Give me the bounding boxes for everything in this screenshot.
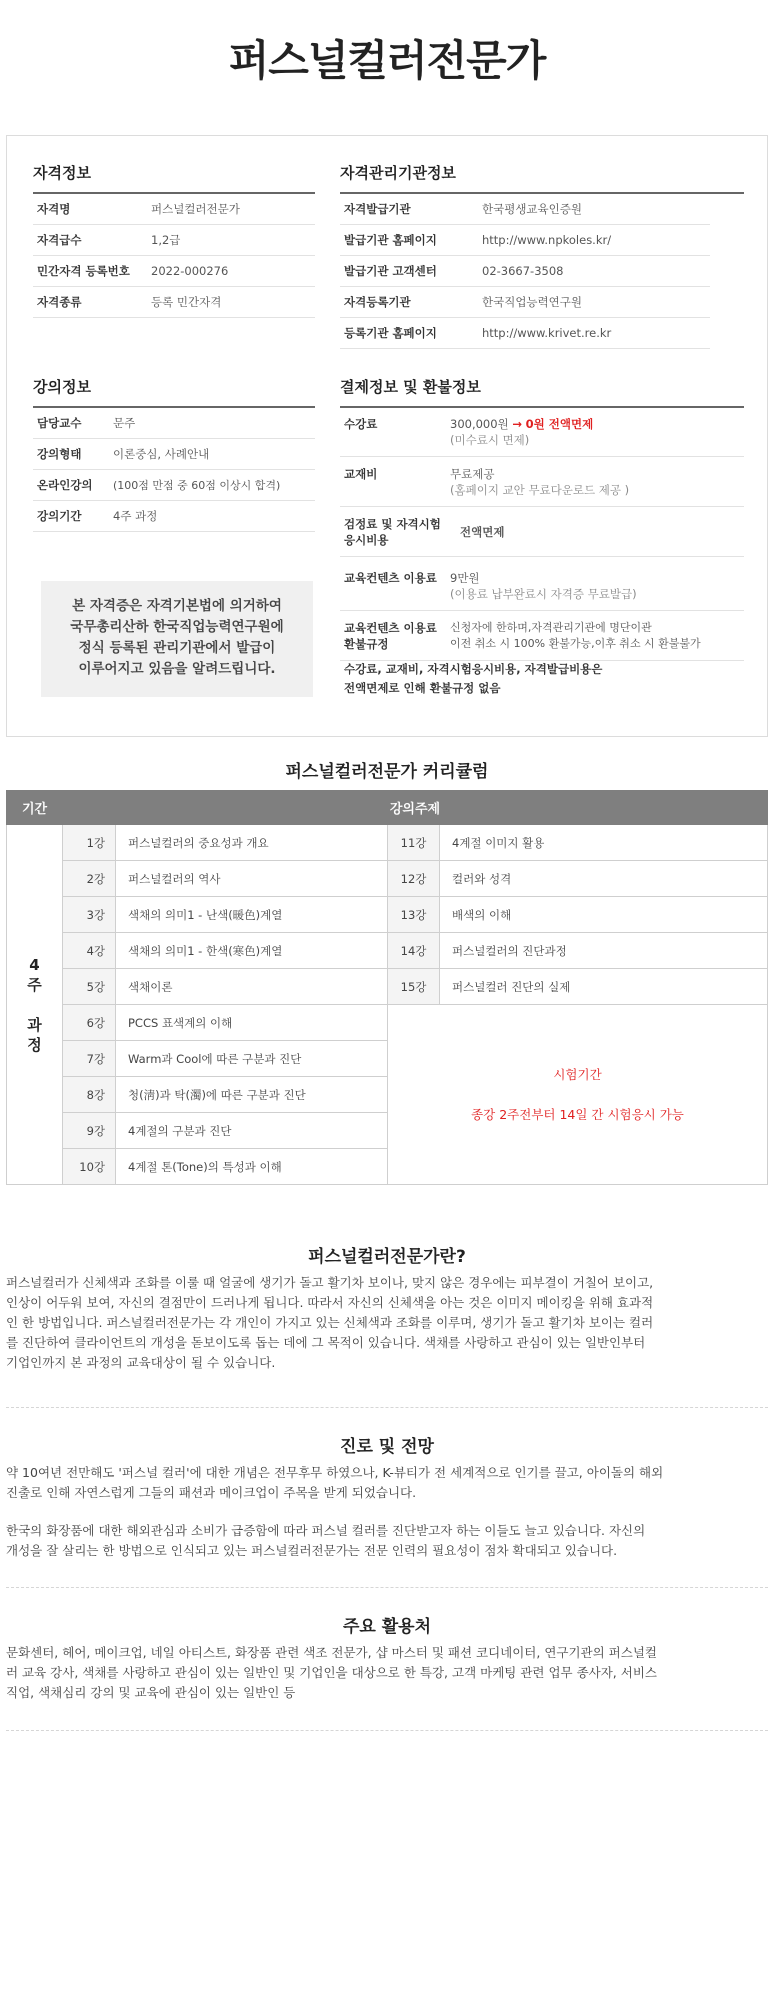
row-label: 강의기간: [37, 509, 82, 523]
row-value: 4주 과정: [113, 509, 158, 523]
row-value: 02-3667-3508: [482, 264, 564, 278]
row-label-line: 교육컨텐츠 이용료: [344, 621, 437, 635]
management-row: [340, 287, 710, 318]
row-value: [450, 570, 637, 602]
exam-period-desc: 종강 2주전부터 14일 간 시험응시 가능: [471, 1106, 684, 1122]
text-line: 약 10여년 전만해도 '퍼스널 컬러'에 대한 개념은 전무후무 하였으나, K-뷰티가 전 세계적으로 인기를 끌고, 아이돌의 해외: [6, 1465, 664, 1480]
row-label: 강의형태: [37, 447, 82, 461]
about-title: 퍼스널컬러전문가란?: [308, 1247, 466, 1267]
notice-line: 본 자격증은 자격기본법에 의거하여: [72, 598, 282, 614]
text-line: 개성을 잘 살리는 한 방법으로 인식되고 있는 퍼스널컬러전문가는 전문 인력의 필요성이 점차 확대되고 있습니다.: [6, 1543, 618, 1558]
usage-text: [6, 1643, 768, 1703]
table-header-row: [7, 791, 768, 825]
qualification-row: [33, 225, 315, 256]
lesson-topic: 4계절의 구분과 진단: [116, 1113, 388, 1149]
lesson-topic: 퍼스널컬러의 중요성과 개요: [116, 825, 388, 861]
row-label-line: 응시비용: [344, 533, 389, 547]
refund-row: [340, 620, 744, 661]
qualification-title: 자격정보: [33, 162, 315, 194]
row-value: 퍼스널컬러전문가: [151, 202, 240, 216]
lesson-topic: 컬러와 성격: [440, 861, 768, 897]
row-value: 한국평생교육인증원: [482, 202, 582, 216]
row-value: 문주: [113, 416, 136, 430]
fee-note: (미수료시 면제): [450, 433, 530, 447]
lesson-number: 6강: [63, 1005, 116, 1041]
lesson-number: 14강: [388, 933, 440, 969]
lesson-number: 3강: [63, 897, 116, 933]
fee-free: 0원 전액면제: [525, 417, 594, 431]
registration-notice: [41, 581, 313, 697]
text-line: 기업인까지 본 과정의 교육대상이 될 수 있습니다.: [6, 1355, 276, 1370]
row-value: 등록 민간자격: [151, 295, 222, 309]
table-row: [7, 897, 768, 933]
lecture-row: [33, 470, 315, 501]
fee-row: [340, 416, 744, 457]
lesson-topic: 퍼스널컬러의 역사: [116, 861, 388, 897]
refund-note-line: 수강료, 교재비, 자격시험응시비용, 자격발급비용은: [344, 662, 603, 676]
lecture-row: [33, 501, 315, 532]
row-label: 담당교수: [37, 416, 82, 430]
lesson-number: 5강: [63, 969, 116, 1005]
curriculum-title: 퍼스널컬러전문가 커리큘럼: [285, 762, 489, 782]
lecture-title: 강의정보: [33, 376, 315, 408]
lesson-topic: 색채의 의미1 - 한색(寒色)계열: [116, 933, 388, 969]
table-row: [7, 1005, 768, 1041]
row-label-line: 환불규정: [344, 637, 389, 651]
refund-note-line: 전액면제로 인해 환불규정 없음: [344, 681, 501, 695]
row-label: 자격등록기관: [344, 295, 411, 309]
table-row: [7, 933, 768, 969]
period-char: 과: [27, 1015, 42, 1034]
notice-line: 정식 등록된 관리기관에서 발급이: [78, 640, 276, 656]
lesson-number: 1강: [63, 825, 116, 861]
row-label: 교육컨텐츠 이용료: [344, 571, 437, 585]
text-line: 인상이 어두워 보여, 자신의 결점만이 드러나게 됩니다. 따라서 자신의 신체색을 아는 것은 이미지 메이킹을 위해 효과적: [6, 1295, 654, 1310]
lesson-number: 13강: [388, 897, 440, 933]
row-label-line: 검정료 및 자격시험: [344, 517, 441, 531]
period-char: 정: [27, 1035, 42, 1054]
career-title: 진로 및 전망: [340, 1437, 434, 1457]
management-row: [340, 225, 710, 256]
info-box: [6, 135, 768, 737]
text-line: 러 교육 강사, 색채를 사랑하고 관심이 있는 일반인 및 기업인을 대상으로 한 특강, 고객 마케팅 관련 업무 종사자, 서비스: [6, 1665, 657, 1680]
refund-note: [344, 660, 602, 698]
lesson-topic: Warm과 Cool에 따른 구분과 진단: [116, 1041, 388, 1077]
row-label: 온라인강의: [37, 478, 93, 492]
homepage-link[interactable]: http://www.krivet.re.kr: [482, 326, 612, 340]
row-value: (100점 만점 중 60점 이상시 합격): [113, 479, 281, 492]
lesson-topic: 퍼스널컬러 진단의 실제: [440, 969, 768, 1005]
lesson-topic: 4계절 이미지 활용: [440, 825, 768, 861]
lesson-number: 11강: [388, 825, 440, 861]
row-value: [450, 620, 701, 652]
period-cell: [7, 825, 63, 1185]
row-label: [340, 516, 450, 548]
book-note: (홈페이지 교안 무료다운로드 제공 ): [450, 483, 630, 497]
row-label: [340, 620, 450, 652]
row-label: 자격발급기관: [344, 202, 411, 216]
row-value: 한국직업능력연구원: [482, 295, 582, 309]
payment-title: 결제정보 및 환불정보: [340, 376, 744, 408]
row-value: 이론중심, 사례안내: [113, 447, 210, 461]
row-value: 1,2급: [151, 233, 181, 247]
period-header: 기간: [7, 791, 63, 825]
text-line: 를 진단하여 클라이언트의 개성을 돋보이도록 돕는 데에 그 목적이 있습니다. 색채를 사랑하고 관심이 있는 일반인부터: [6, 1335, 646, 1350]
homepage-link[interactable]: http://www.npkoles.kr/: [482, 233, 612, 247]
row-label: 자격명: [37, 202, 71, 216]
lesson-number: 2강: [63, 861, 116, 897]
career-text-2: [6, 1521, 768, 1561]
management-row: [340, 318, 710, 349]
text-line: 직업, 색채심리 강의 및 교육에 관심이 있는 일반인 등: [6, 1685, 296, 1700]
divider: [6, 1407, 768, 1408]
lesson-number: 4강: [63, 933, 116, 969]
period-char: [7, 995, 62, 1015]
lesson-topic: PCCS 표색계의 이해: [116, 1005, 388, 1041]
page-title: 퍼스널컬러전문가: [228, 36, 546, 85]
row-value: [450, 416, 593, 448]
about-text: [6, 1273, 768, 1373]
row-label: 자격종류: [37, 295, 82, 309]
lesson-number: 9강: [63, 1113, 116, 1149]
text-line: 문화센터, 헤어, 메이크업, 네일 아티스트, 화장품 관련 색조 전문가, 샵 마스터 및 패션 코디네이터, 연구기관의 퍼스널컬: [6, 1645, 657, 1660]
lesson-number: 8강: [63, 1077, 116, 1113]
divider: [6, 1587, 768, 1588]
topic-header: 강의주제: [63, 791, 768, 825]
row-label: 민간자격 등록번호: [37, 264, 130, 278]
lesson-number: 7강: [63, 1041, 116, 1077]
notice-line: 이루어지고 있음을 알려드립니다.: [78, 661, 276, 677]
fee-price: 300,000원: [450, 417, 509, 431]
text-line: 퍼스널컬러가 신체색과 조화를 이룰 때 얼굴에 생기가 돌고 활기차 보이나, 맞지 않은 경우에는 피부결이 거칠어 보이고,: [6, 1275, 654, 1290]
book-value: 무료제공: [450, 467, 495, 481]
divider: [6, 1730, 768, 1731]
table-row: [7, 825, 768, 861]
arrow-icon: →: [512, 417, 522, 431]
qualification-row: [33, 256, 315, 287]
row-label: 자격급수: [37, 233, 82, 247]
row-value: 2022-000276: [151, 264, 229, 278]
lesson-number: 12강: [388, 861, 440, 897]
text-line: 인 한 방법입니다. 퍼스널컬러전문가는 각 개인이 가지고 있는 신체색과 조화를 이루며, 생기가 돌고 활기차 보이는 컬러: [6, 1315, 654, 1330]
qualification-row: [33, 287, 315, 318]
lecture-row: [33, 439, 315, 470]
row-label: 교재비: [344, 467, 378, 481]
content-fee-row: [340, 570, 744, 611]
notice-line: 국무총리산하 한국직업능력연구원에: [70, 619, 284, 635]
content-fee-note: (이용료 납부완료시 자격증 무료발급): [450, 587, 637, 601]
lesson-number: 15강: [388, 969, 440, 1005]
text-line: 한국의 화장품에 대한 해외관심과 소비가 급증함에 따라 퍼스널 컬러를 진단받고자 하는 이들도 늘고 있습니다. 자신의: [6, 1523, 646, 1538]
qualification-row: [33, 194, 315, 225]
curriculum-table: [6, 790, 768, 1185]
row-label: 등록기관 홈페이지: [344, 326, 437, 340]
refund-line: 신청자에 한하며,자격관리기관에 명단이관: [450, 621, 652, 634]
lesson-topic: 색채의 의미1 - 난색(暖色)계열: [116, 897, 388, 933]
exam-fee-value: 전액면제: [460, 525, 505, 539]
lesson-topic: 청(淸)과 탁(濁)에 따른 구분과 진단: [116, 1077, 388, 1113]
text-line: 진출로 인해 자연스럽게 그들의 패션과 메이크업이 주목을 받게 되었습니다.: [6, 1485, 417, 1500]
management-row: [340, 194, 710, 225]
lesson-topic: 색채이론: [116, 969, 388, 1005]
book-row: [340, 466, 744, 507]
management-row: [340, 256, 710, 287]
lesson-topic: 배색의 이해: [440, 897, 768, 933]
career-text-1: [6, 1463, 768, 1503]
management-title: 자격관리기관정보: [340, 162, 744, 194]
period-char: 주: [27, 975, 42, 994]
row-value: [450, 466, 629, 498]
refund-line: 이전 취소 시 100% 환불가능,이후 취소 시 환불불가: [450, 637, 701, 650]
row-label: 발급기관 고객센터: [344, 264, 437, 278]
exam-period-title: 시험기간: [553, 1066, 602, 1082]
content-fee-value: 9만원: [450, 571, 480, 585]
exam-period-cell: [388, 1005, 768, 1185]
lecture-row: [33, 408, 315, 439]
lesson-topic: 4계절 톤(Tone)의 특성과 이해: [116, 1149, 388, 1185]
lesson-number: 10강: [63, 1149, 116, 1185]
exam-fee-row: [340, 516, 744, 557]
table-row: [7, 969, 768, 1005]
row-label: 발급기관 홈페이지: [344, 233, 437, 247]
usage-title: 주요 활용처: [342, 1617, 432, 1637]
table-row: [7, 861, 768, 897]
period-char: 4: [29, 955, 40, 974]
lesson-topic: 퍼스널컬러의 진단과정: [440, 933, 768, 969]
row-label: 수강료: [344, 417, 378, 431]
